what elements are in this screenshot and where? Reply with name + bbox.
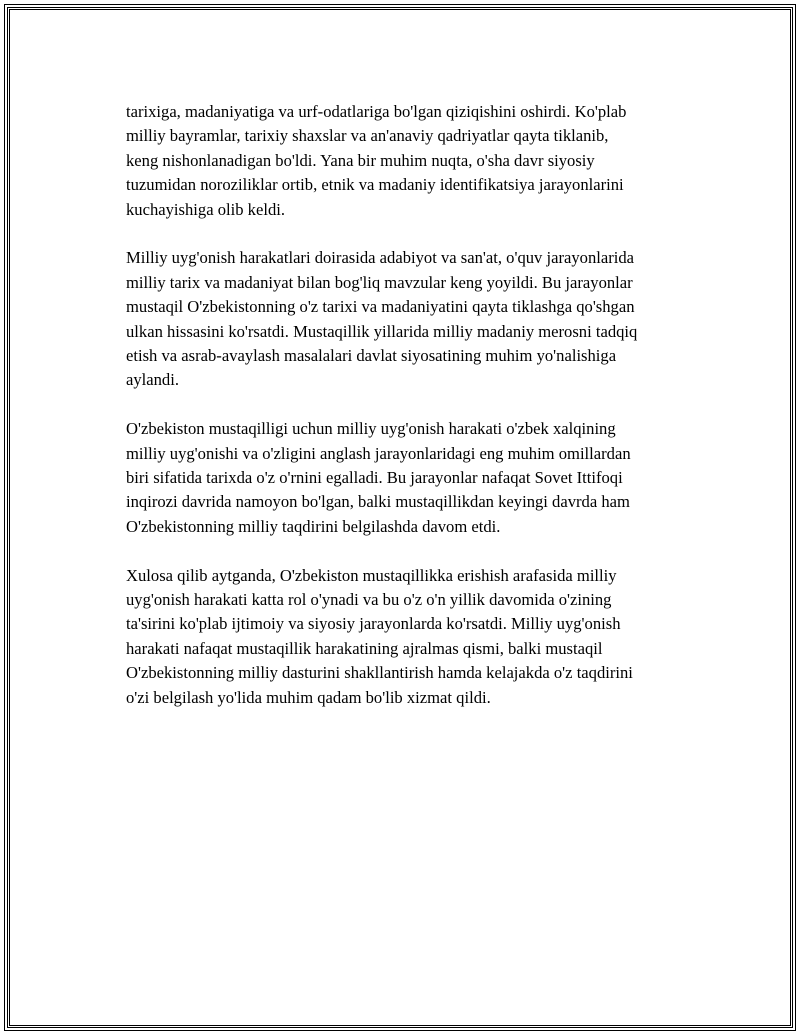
text-line: tarixiga, madaniyatiga va urf-odatlariga bo'lgan qiziqishini oshirdi. Ko'plab <box>126 102 627 121</box>
text-line: Xulosa qilib aytganda, O'zbekiston mustaqillikka erishish arafasida milliy <box>126 565 617 585</box>
paragraph-2 <box>126 246 706 392</box>
text-line: harakati nafaqat mustaqillik harakatining ajralmas qismi, balki mustaqil <box>126 638 603 658</box>
text-line: ta'sirini ko'plab ijtimoiy va siyosiy jarayonlarda ko'rsatdi. Milliy uyg'onish <box>126 614 621 634</box>
text-line: Milliy uyg'onish harakatlari doirasida adabiyot va san'at, o'quv jarayonlarida <box>126 248 635 268</box>
text-line: inqirozi davrida namoyon bo'lgan, balki mustaqillikdan keyingi davrda ham <box>126 492 630 512</box>
page-border <box>4 4 796 1031</box>
text-line: O'zbekistonning milliy dasturini shakllantirish hamda kelajakda o'z taqdirini <box>126 663 633 683</box>
text-line: biri sifatida tarixda o'z o'rnini egalladi. Bu jarayonlar nafaqat Sovet Ittifoqi <box>126 468 623 488</box>
text-line: etish va asrab-avaylash masalalari davlat siyosatining muhim yo'nalishiga <box>126 346 617 366</box>
paragraph-3 <box>126 417 706 539</box>
text-line: tuzumidan noroziliklar ortib, etnik va madaniy identifikatsiya jarayonlarini <box>126 175 624 195</box>
text-line: keng nishonlanadigan bo'ldi. Yana bir muhim nuqta, o'sha davr siyosiy <box>126 150 595 170</box>
text-line: aylandi. <box>126 370 179 390</box>
text-line: uyg'onish harakati katta rol o'ynadi va bu o'z o'n yillik davomida o'zining <box>126 590 612 610</box>
text-line: ulkan hissasini ko'rsatdi. Mustaqillik yillarida milliy madaniy merosni tadqiq <box>126 321 638 341</box>
text-line: milliy tarix va madaniyat bilan bog'liq mavzular keng yoyildi. Bu jarayonlar <box>126 272 633 292</box>
paragraph-1 <box>126 100 706 222</box>
paragraph-4 <box>126 564 706 710</box>
text-line: milliy bayramlar, tarixiy shaxslar va an'anaviy qadriyatlar qayta tiklanib, <box>126 126 609 146</box>
text-line: O'zbekistonning milliy taqdirini belgilashda davom etdi. <box>126 516 501 536</box>
text-line: kuchayishiga olib keldi. <box>126 199 285 219</box>
document-body <box>126 100 706 735</box>
text-line: o'zi belgilash yo'lida muhim qadam bo'lib xizmat qildi. <box>126 687 491 707</box>
text-line: milliy uyg'onishi va o'zligini anglash jarayonlaridagi eng muhim omillardan <box>126 443 631 463</box>
text-line: O'zbekiston mustaqilligi uchun milliy uyg'onish harakati o'zbek xalqining <box>126 419 616 439</box>
text-line: mustaqil O'zbekistonning o'z tarixi va madaniyatini qayta tiklashga qo'shgan <box>126 297 635 317</box>
